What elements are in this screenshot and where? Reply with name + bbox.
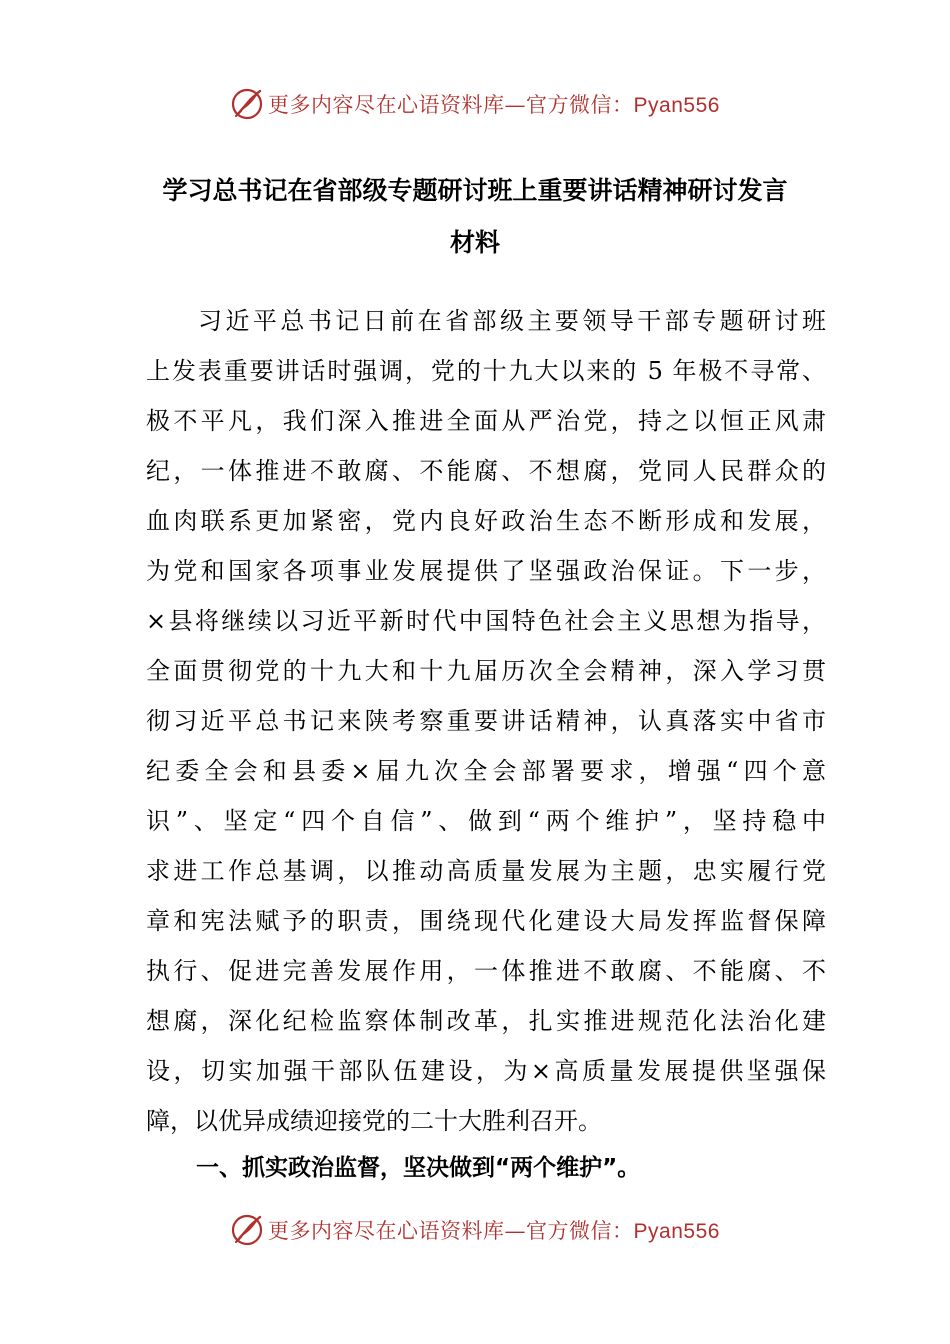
paragraph-line: 极不平凡，我们深入推进全面从严治党，持之以恒正风肃 <box>146 407 826 435</box>
paragraph-line: 纪，一体推进不敢腐、不能腐、不想腐，党同人民群众的 <box>146 457 826 485</box>
paragraph-line: ×县将继续以习近平新时代中国特色社会主义思想为指导， <box>146 607 826 635</box>
paragraph-line: 纪委全会和县委×届九次全会部署要求，增强“四个意 <box>146 757 826 785</box>
header-watermark-label: 更多内容尽在心语资料库—官方微信： <box>268 93 634 117</box>
footer-watermark <box>0 1210 950 1250</box>
paragraph-line: 章和宪法赋予的职责，围绕现代化建设大局发挥监督保障 <box>146 907 826 935</box>
quill-pen-logo-icon <box>230 1213 264 1247</box>
header-watermark <box>0 84 950 124</box>
paragraph-line: 习近平总书记日前在省部级主要领导干部专题研讨班 <box>198 307 826 335</box>
paragraph-line: 执行、促进完善发展作用，一体推进不敢腐、不能腐、不 <box>146 957 826 985</box>
header-watermark-text <box>268 89 720 119</box>
footer-watermark-label: 更多内容尽在心语资料库—官方微信： <box>268 1219 634 1243</box>
paragraph-line: 血肉联系更加紧密，党内良好政治生态不断形成和发展， <box>146 507 826 535</box>
paragraph-line: 设，切实加强干部队伍建设，为×高质量发展提供坚强保 <box>146 1057 826 1085</box>
paragraph-line: 想腐，深化纪检监察体制改革，扎实推进规范化法治化建 <box>146 1007 826 1035</box>
paragraph-line: 障，以优异成绩迎接党的二十大胜利召开。 <box>146 1107 602 1135</box>
paragraph-line: 求进工作总基调，以推动高质量发展为主题，忠实履行党 <box>146 857 826 885</box>
section-heading: 一、抓实政治监督，坚决做到“两个维护”。 <box>196 1155 641 1181</box>
paragraph-line: 彻习近平总书记来陕考察重要讲话精神，认真落实中省市 <box>146 707 826 735</box>
paragraph-line: 为党和国家各项事业发展提供了坚强政治保证。下一步， <box>146 557 826 585</box>
header-watermark-contact: Pyan556 <box>633 94 720 117</box>
quill-pen-logo-icon <box>230 87 264 121</box>
footer-watermark-contact: Pyan556 <box>633 1220 720 1243</box>
body-paragraph <box>146 296 826 1146</box>
paragraph-line: 全面贯彻党的十九大和十九届历次全会精神，深入学习贯 <box>146 657 826 685</box>
document-title <box>120 165 830 269</box>
title-line: 材料 <box>449 228 500 257</box>
paragraph-line: 上发表重要讲话时强调，党的十九大以来的 5 年极不寻常、 <box>146 357 826 385</box>
footer-watermark-text <box>268 1215 720 1245</box>
title-line: 学习总书记在省部级专题研讨班上重要讲话精神研讨发言 <box>162 176 788 205</box>
paragraph-line: 识”、坚定“四个自信”、做到“两个维护”，坚持稳中 <box>146 807 826 835</box>
